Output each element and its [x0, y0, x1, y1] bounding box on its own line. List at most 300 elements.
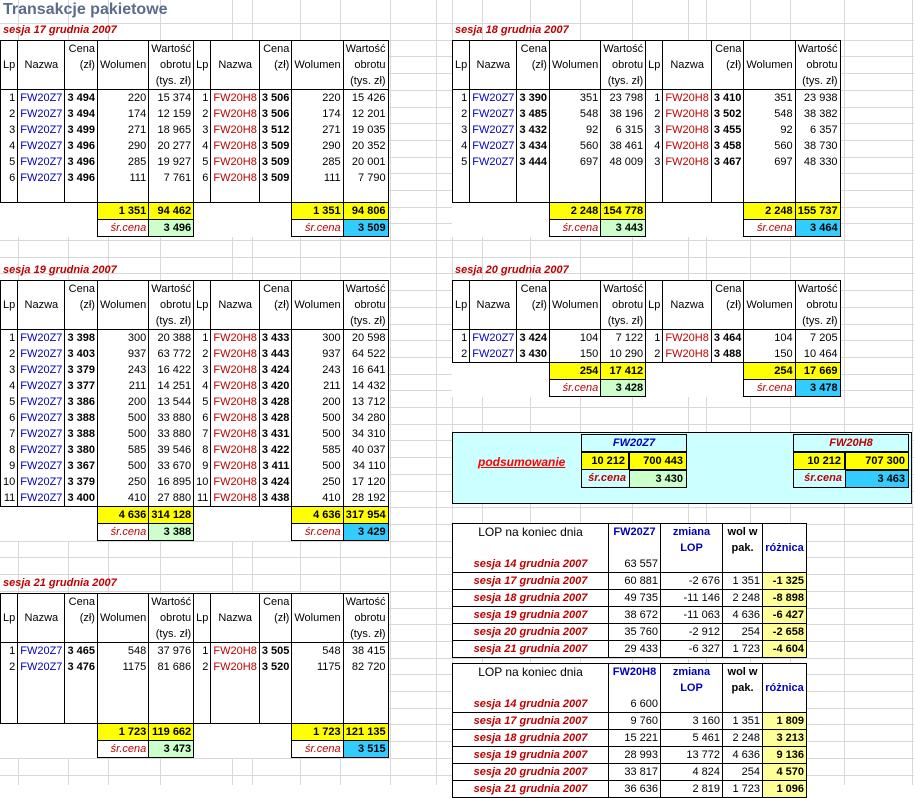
table-cell: 2: [194, 659, 211, 675]
totals-row: [1, 724, 389, 741]
table-cell: 4: [646, 138, 663, 154]
table-cell: 285: [292, 154, 343, 170]
column-header: obrotu: [343, 297, 388, 313]
total-value: 94 462: [149, 203, 194, 220]
lop-cell: -4 604: [763, 641, 807, 658]
avg-price-label: śr.cena: [97, 741, 148, 758]
column-header: Lp: [646, 297, 663, 313]
column-header: [549, 41, 600, 58]
table-cell: 38 730: [795, 138, 840, 154]
table-cell: 2: [1, 106, 18, 122]
totals-row: [1, 203, 389, 220]
table-row: [1, 474, 389, 490]
table-cell: 3 509: [259, 154, 292, 170]
table-cell: [65, 707, 98, 724]
table-cell: 13 712: [343, 394, 388, 410]
lop-cell: 2 819: [661, 781, 723, 798]
table-row: [1, 378, 389, 394]
table-cell: [211, 707, 259, 724]
table-cell: [343, 675, 388, 691]
total-volume: 4 636: [292, 507, 343, 524]
lop-cell: 9 760: [609, 713, 661, 730]
column-header: (zł): [65, 610, 98, 626]
table-cell: 37 976: [149, 643, 194, 660]
table-cell: [259, 675, 292, 691]
table-cell: 243: [292, 362, 343, 378]
avg-price: 3 509: [343, 220, 388, 237]
column-header: [1, 281, 18, 298]
table-cell: 2: [194, 106, 211, 122]
column-header: Nazwa: [663, 297, 711, 313]
empty-cell: [453, 540, 609, 556]
empty-cell: [259, 741, 292, 758]
table-cell: 2: [194, 346, 211, 362]
avg-row: [1, 524, 389, 541]
table-cell: 20 277: [149, 138, 194, 154]
column-header: [18, 41, 65, 58]
table-cell: [211, 691, 259, 707]
table-cell: FW20Z7: [470, 106, 517, 122]
table-row: [453, 138, 841, 154]
column-header: Wolumen: [292, 57, 343, 73]
table-cell: 410: [97, 490, 148, 507]
column-header: Wolumen: [97, 610, 148, 626]
table-cell: 6: [1, 410, 18, 426]
table-row: [1, 330, 389, 347]
table-cell: 500: [292, 458, 343, 474]
column-header: Lp: [194, 297, 211, 313]
table-cell: 6 357: [795, 122, 840, 138]
lop-title: [453, 524, 609, 541]
avg-price-label: śr.cena: [744, 220, 795, 237]
column-header: obrotu: [601, 57, 646, 73]
lop-header-row: [453, 680, 807, 696]
total-value: 17 669: [795, 363, 840, 380]
table-cell: 150: [744, 346, 795, 363]
table-cell: 3 433: [259, 330, 292, 347]
table-cell: FW20Z7: [18, 394, 65, 410]
column-header: [194, 626, 211, 643]
column-header: [211, 594, 259, 611]
table-cell: FW20H8: [211, 170, 259, 186]
table-cell: 81 686: [149, 659, 194, 675]
column-header: Wartość: [149, 41, 194, 58]
column-header: Lp: [194, 57, 211, 73]
table-cell: FW20Z7: [18, 474, 65, 490]
column-header: [470, 313, 517, 330]
table-cell: [259, 186, 292, 203]
table-cell: 5: [453, 154, 470, 170]
empty-cell: [663, 380, 711, 397]
table-cell: 3 431: [259, 426, 292, 442]
table-cell: 3 494: [65, 90, 98, 107]
column-header: Lp: [1, 610, 18, 626]
table-cell: 3 430: [517, 346, 550, 363]
table-cell: 3 476: [65, 659, 98, 675]
table-cell: 351: [744, 90, 795, 107]
table-cell: 300: [292, 330, 343, 347]
lop-diff-header: [763, 664, 807, 681]
table-cell: 3 520: [259, 659, 292, 675]
table-cell: 3 424: [517, 330, 550, 347]
avg-row: [1, 741, 389, 758]
column-header: [211, 626, 259, 643]
table-cell: 3 398: [65, 330, 98, 347]
table-row: [453, 186, 841, 203]
lop-code: FW20Z7: [609, 524, 661, 541]
table-cell: FW20H8: [663, 154, 711, 170]
lop-header-row: [453, 540, 807, 556]
table-cell: FW20H8: [211, 490, 259, 507]
table-cell: FW20Z7: [18, 659, 65, 675]
table-cell: 3 443: [259, 346, 292, 362]
lop-cell: 1 096: [763, 781, 807, 798]
table-cell: 17 120: [343, 474, 388, 490]
table-row: [453, 106, 841, 122]
table-cell: FW20Z7: [18, 378, 65, 394]
table-cell: 2: [453, 346, 470, 363]
lop-cell: 4 824: [661, 764, 723, 781]
column-header: [292, 626, 343, 643]
avg-price-label: śr.cena: [292, 524, 343, 541]
table-row: [1, 122, 389, 138]
table-cell: FW20H8: [211, 122, 259, 138]
table-cell: 3 502: [711, 106, 744, 122]
lop-cell: 38 672: [609, 607, 661, 624]
column-header: Wartość: [343, 594, 388, 611]
table-cell: 14 432: [343, 378, 388, 394]
table-row: [453, 170, 841, 186]
empty-cell: [194, 741, 211, 758]
lop-cell: 35 760: [609, 624, 661, 641]
column-header: Wartość: [149, 594, 194, 611]
table-cell: 937: [97, 346, 148, 362]
table-cell: FW20Z7: [18, 458, 65, 474]
table-cell: 1: [194, 330, 211, 347]
table-cell: 271: [292, 122, 343, 138]
empty-cell: [259, 724, 292, 741]
column-header: [453, 313, 470, 330]
table-cell: [517, 170, 550, 186]
avg-price: 3 429: [343, 524, 388, 541]
column-header: Nazwa: [211, 297, 259, 313]
table-cell: 6: [194, 410, 211, 426]
total-volume: 1 723: [97, 724, 148, 741]
lop-cell: [763, 556, 807, 573]
table-cell: [292, 691, 343, 707]
table-cell: [343, 707, 388, 724]
table-cell: 15 374: [149, 90, 194, 107]
empty-cell: [18, 524, 65, 541]
column-header: [65, 313, 98, 330]
lop-change-header: LOP: [661, 540, 723, 556]
empty-cell: [65, 724, 98, 741]
table-cell: [259, 707, 292, 724]
summary-h8-avg: 3 463: [845, 470, 909, 488]
empty-cell: [194, 524, 211, 541]
table-cell: 7 790: [343, 170, 388, 186]
table-cell: FW20Z7: [18, 362, 65, 378]
lop-cell: 15 221: [609, 730, 661, 747]
column-header: obrotu: [795, 57, 840, 73]
column-header: Cena: [517, 41, 550, 58]
column-header: [711, 313, 744, 330]
lop-session: sesja 14 grudnia 2007: [453, 556, 609, 573]
table-cell: 200: [97, 394, 148, 410]
total-volume: 4 636: [97, 507, 148, 524]
column-header: [470, 73, 517, 90]
total-value: 17 412: [601, 363, 646, 380]
table-cell: FW20Z7: [18, 346, 65, 362]
empty-cell: [711, 220, 744, 237]
table-cell: 11: [1, 490, 18, 507]
table-cell: 7 761: [149, 170, 194, 186]
lop-cell: [763, 696, 807, 713]
table-cell: FW20H8: [211, 106, 259, 122]
column-header: Nazwa: [470, 57, 517, 73]
empty-cell: [646, 380, 663, 397]
empty-cell: [211, 203, 259, 220]
lop-cell: 1 723: [723, 641, 763, 658]
column-header: [194, 313, 211, 330]
empty-cell: [646, 203, 663, 220]
table-cell: 5: [1, 154, 18, 170]
empty-cell: [470, 380, 517, 397]
table-cell: 1: [646, 90, 663, 107]
lop-session: sesja 20 grudnia 2007: [453, 764, 609, 781]
table-cell: 33 880: [149, 426, 194, 442]
lop-cell: 9 136: [763, 747, 807, 764]
table-cell: FW20Z7: [18, 122, 65, 138]
table-cell: [292, 186, 343, 203]
column-header: [292, 73, 343, 90]
table-cell: 211: [97, 378, 148, 394]
table-cell: 3 424: [259, 474, 292, 490]
avg-price: 3 388: [149, 524, 194, 541]
summary-h8-code: FW20H8: [793, 434, 909, 452]
empty-cell: [470, 203, 517, 220]
total-value: 154 778: [601, 203, 646, 220]
empty-cell: [453, 380, 470, 397]
table-cell: FW20H8: [211, 154, 259, 170]
table-cell: [149, 186, 194, 203]
column-header: [194, 73, 211, 90]
table-cell: 211: [292, 378, 343, 394]
empty-cell: [18, 220, 65, 237]
table-cell: 63 772: [149, 346, 194, 362]
column-header: Wolumen: [549, 297, 600, 313]
lop-cell: 33 817: [609, 764, 661, 781]
table-cell: 1: [453, 90, 470, 107]
column-header: Cena: [65, 594, 98, 611]
table-cell: 6 315: [601, 122, 646, 138]
lop-row: [453, 607, 807, 624]
lop-cell: 1 809: [763, 713, 807, 730]
table-cell: [1, 186, 18, 203]
table-cell: 12 201: [343, 106, 388, 122]
column-header: obrotu: [149, 610, 194, 626]
table-cell: 3 506: [259, 90, 292, 107]
table-cell: 7: [1, 426, 18, 442]
table-cell: 174: [97, 106, 148, 122]
avg-price-label: śr.cena: [97, 220, 148, 237]
lop-cell: -2 658: [763, 624, 807, 641]
lop-cell: 36 636: [609, 781, 661, 798]
empty-cell: [259, 507, 292, 524]
lop-cell: 1 351: [723, 713, 763, 730]
table-cell: 27 880: [149, 490, 194, 507]
table-cell: 20 001: [343, 154, 388, 170]
table-cell: [744, 170, 795, 186]
column-header: Wartość: [795, 41, 840, 58]
column-header: [744, 281, 795, 298]
table-cell: FW20Z7: [470, 122, 517, 138]
table-row: [1, 490, 389, 507]
empty-cell: [1, 524, 18, 541]
column-header: Wolumen: [549, 57, 600, 73]
table-cell: [18, 675, 65, 691]
lop-session: sesja 18 grudnia 2007: [453, 730, 609, 747]
lop-session: sesja 21 grudnia 2007: [453, 641, 609, 658]
table-cell: FW20Z7: [470, 346, 517, 363]
table-cell: 1: [646, 330, 663, 347]
page-title: Transakcje pakietowe: [3, 1, 168, 18]
session-table: [0, 40, 389, 237]
table-cell: 290: [292, 138, 343, 154]
summary-h8-volume: 10 212: [793, 452, 845, 470]
table-cell: 19 927: [149, 154, 194, 170]
table-cell: FW20Z7: [470, 154, 517, 170]
column-header: (zł): [259, 610, 292, 626]
session-title: sesja 18 grudnia 2007: [455, 24, 569, 36]
table-cell: 3 386: [65, 394, 98, 410]
table-cell: 7 205: [795, 330, 840, 347]
table-cell: FW20H8: [663, 138, 711, 154]
column-header: Lp: [1, 297, 18, 313]
session-title: sesja 19 grudnia 2007: [3, 264, 117, 276]
lop-cell: [723, 696, 763, 713]
session-title: sesja 17 grudnia 2007: [3, 24, 117, 36]
column-header: [1, 313, 18, 330]
table-cell: 220: [292, 90, 343, 107]
table-row: [1, 691, 389, 707]
column-header: Wartość: [343, 281, 388, 298]
column-header: (zł): [711, 57, 744, 73]
table-cell: [149, 707, 194, 724]
table-cell: 285: [97, 154, 148, 170]
table-cell: FW20H8: [663, 346, 711, 363]
column-header: [1, 594, 18, 611]
column-header: Lp: [194, 610, 211, 626]
table-cell: 104: [549, 330, 600, 347]
table-cell: 3 424: [259, 362, 292, 378]
table-cell: [453, 186, 470, 203]
table-cell: FW20Z7: [18, 170, 65, 186]
column-header: (tys. zł): [149, 313, 194, 330]
lop-row: [453, 764, 807, 781]
lop-row: [453, 573, 807, 590]
column-header: [259, 73, 292, 90]
table-cell: 1: [453, 330, 470, 347]
grid-line: [0, 240, 914, 241]
lop-cell: 60 881: [609, 573, 661, 590]
lop-session: sesja 14 grudnia 2007: [453, 696, 609, 713]
table-cell: 697: [744, 154, 795, 170]
lop-z7-table: [452, 523, 807, 658]
table-row: [453, 90, 841, 107]
table-cell: [517, 186, 550, 203]
table-cell: [343, 186, 388, 203]
table-cell: FW20H8: [211, 643, 259, 660]
avg-price: 3 428: [601, 380, 646, 397]
total-volume: 1 723: [292, 724, 343, 741]
table-cell: FW20Z7: [470, 330, 517, 347]
empty-cell: [663, 220, 711, 237]
empty-cell: [259, 203, 292, 220]
column-header: [65, 626, 98, 643]
totals-row: [1, 507, 389, 524]
totals-row: [453, 203, 841, 220]
grid-line: [844, 0, 845, 785]
lop-cell: 2 248: [723, 590, 763, 607]
column-header: [470, 41, 517, 58]
table-cell: 3 465: [65, 643, 98, 660]
total-volume: 2 248: [744, 203, 795, 220]
table-cell: 3 488: [711, 346, 744, 363]
column-header: [549, 281, 600, 298]
table-cell: 290: [97, 138, 148, 154]
lop-vol-header: pak.: [723, 680, 763, 696]
table-cell: 548: [292, 643, 343, 660]
table-cell: [194, 691, 211, 707]
total-value: 155 737: [795, 203, 840, 220]
table-cell: 10 290: [601, 346, 646, 363]
table-cell: 10: [1, 474, 18, 490]
table-cell: 3 496: [65, 154, 98, 170]
table-cell: 3 377: [65, 378, 98, 394]
column-header: [97, 281, 148, 298]
column-header: Nazwa: [470, 297, 517, 313]
column-header: [663, 281, 711, 298]
table-cell: 3 494: [65, 106, 98, 122]
empty-cell: [65, 741, 98, 758]
lop-row: [453, 730, 807, 747]
table-cell: 16 895: [149, 474, 194, 490]
table-cell: 23 938: [795, 90, 840, 107]
column-header: (tys. zł): [149, 626, 194, 643]
table-row: [1, 138, 389, 154]
column-header: Lp: [646, 57, 663, 73]
column-header: [663, 73, 711, 90]
table-cell: 3 464: [711, 330, 744, 347]
total-value: 314 128: [149, 507, 194, 524]
empty-cell: [18, 741, 65, 758]
lop-vol-header: wol w: [723, 664, 763, 681]
table-cell: 6: [1, 170, 18, 186]
table-cell: 697: [549, 154, 600, 170]
column-header: [194, 281, 211, 298]
summary-z7-volume: 10 212: [581, 452, 629, 470]
table-cell: 3 420: [259, 378, 292, 394]
table-cell: 3 458: [711, 138, 744, 154]
column-header: [97, 73, 148, 90]
table-row: [1, 394, 389, 410]
lop-cell: 49 735: [609, 590, 661, 607]
column-header: [97, 594, 148, 611]
column-header: [97, 41, 148, 58]
column-header: [194, 594, 211, 611]
table-row: [1, 675, 389, 691]
